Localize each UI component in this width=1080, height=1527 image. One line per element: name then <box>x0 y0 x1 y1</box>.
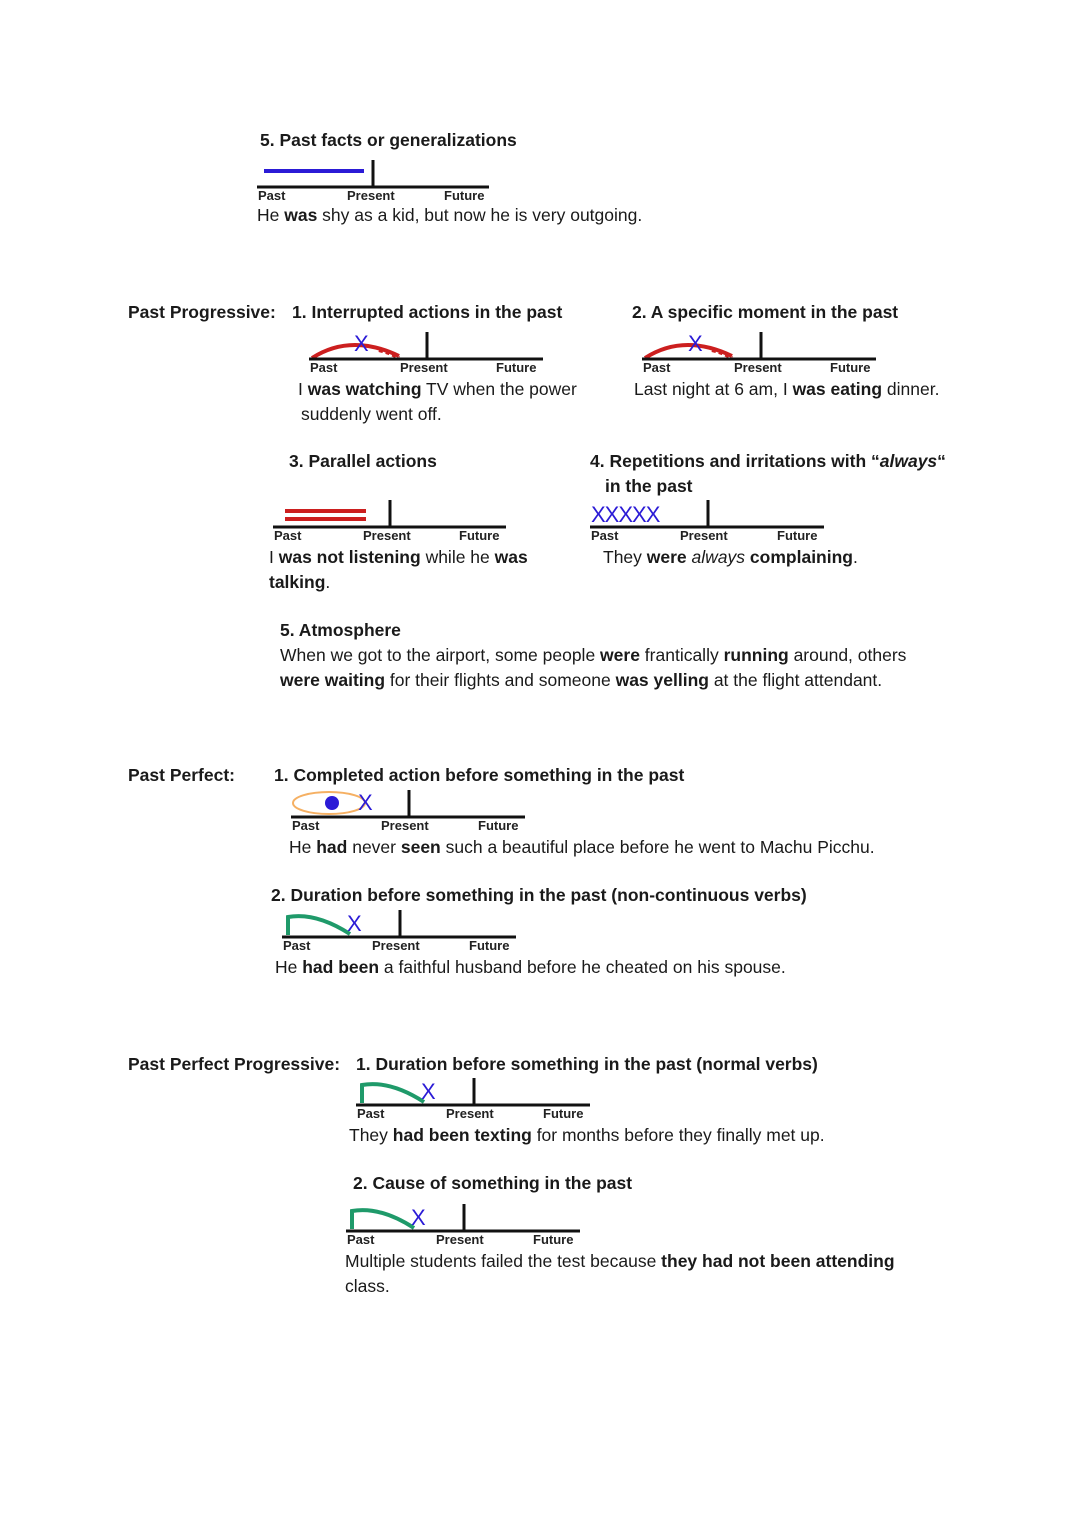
pf-item2-title: 2. Duration before something in the past (non-continuous verbs) <box>271 885 807 905</box>
timeline-specific-moment <box>642 331 882 375</box>
section-label-past-progressive: Past Progressive: <box>128 302 276 322</box>
label-present: Present <box>436 1232 484 1247</box>
x-marker: X <box>358 790 372 815</box>
x-marker: X <box>421 1079 435 1104</box>
timeline-duration-normal <box>356 1078 596 1121</box>
pf-item1-example: He had never seen such a beautiful place before he went to Machu Picchu. <box>289 837 875 857</box>
label-past: Past <box>357 1106 385 1121</box>
timeline-parallel <box>273 500 513 543</box>
label-past: Past <box>274 528 302 543</box>
label-past: Past <box>292 818 320 833</box>
label-future: Future <box>459 528 500 543</box>
section-label-past-perfect-progressive: Past Perfect Progressive: <box>128 1054 341 1074</box>
label-present: Present <box>381 818 429 833</box>
label-present: Present <box>372 938 420 953</box>
label-past: Past <box>591 528 619 543</box>
label-future: Future <box>496 360 537 375</box>
ppp-item2-title: 2. Cause of something in the past <box>353 1173 633 1193</box>
x-marker: X <box>688 331 702 356</box>
pp-item4-example: They were always complaining. <box>603 547 858 567</box>
label-present: Present <box>363 528 411 543</box>
pp-item3-title: 3. Parallel actions <box>289 451 437 471</box>
section-label-past-perfect: Past Perfect: <box>128 765 235 785</box>
label-past: Past <box>643 360 671 375</box>
pp-item2-title: 2. A specific moment in the past <box>632 302 899 322</box>
label-past: Past <box>310 360 338 375</box>
label-past: Past <box>258 188 286 203</box>
timeline-completed-action <box>291 790 531 833</box>
timeline-interrupted <box>309 331 549 375</box>
label-present: Present <box>734 360 782 375</box>
x-marker: X <box>354 331 368 356</box>
label-future: Future <box>830 360 871 375</box>
label-past: Past <box>283 938 311 953</box>
pf-item1-title: 1. Completed action before something in the past <box>274 765 685 785</box>
completed-dot <box>325 796 339 810</box>
timeline-cause <box>346 1204 586 1247</box>
timeline-repetitions <box>590 500 830 543</box>
label-present: Present <box>400 360 448 375</box>
timeline-past-facts <box>257 160 497 203</box>
duration-arrow <box>352 1210 414 1229</box>
ppp-item1-title: 1. Duration before something in the past (normal verbs) <box>356 1054 818 1074</box>
pp-item4-title-line2: in the past <box>605 476 693 496</box>
duration-arrow <box>362 1084 424 1103</box>
timeline-duration-noncontinuous <box>282 910 522 953</box>
pp-item1-title: 1. Interrupted actions in the past <box>292 302 563 322</box>
duration-arrow <box>288 916 350 935</box>
label-future: Future <box>777 528 818 543</box>
ppp-item1-example: They had been texting for months before they finally met up. <box>349 1125 825 1145</box>
label-present: Present <box>347 188 395 203</box>
label-present: Present <box>680 528 728 543</box>
pp-item4-title: 4. Repetitions and irritations with “always“ <box>590 451 946 471</box>
repetition-marks: XXXXX <box>591 502 660 527</box>
label-future: Future <box>469 938 510 953</box>
pp-item1-example: I was watching TV when the power suddenly went off. <box>298 379 577 424</box>
pp-item5-title: 5. Atmosphere <box>280 620 401 640</box>
pp-item5-example: When we got to the airport, some people were frantically running around, others were waiting for their flights and someone was yelling at the flight attendant. <box>280 645 907 690</box>
label-present: Present <box>446 1106 494 1121</box>
pp-item2-example: Last night at 6 am, I was eating dinner. <box>634 379 940 399</box>
pp-item3-example: I was not listening while he was talking. <box>269 547 528 592</box>
label-future: Future <box>444 188 485 203</box>
pf-item2-example: He had been a faithful husband before he cheated on his spouse. <box>275 957 786 977</box>
simple-past-item5-example: He was shy as a kid, but now he is very outgoing. <box>257 205 643 225</box>
label-future: Future <box>533 1232 574 1247</box>
simple-past-item5-title: 5. Past facts or generalizations <box>260 130 517 150</box>
label-future: Future <box>478 818 519 833</box>
x-marker: X <box>411 1205 425 1230</box>
label-future: Future <box>543 1106 584 1121</box>
ppp-item2-example: Multiple students failed the test because they had not been attending class. <box>345 1251 895 1296</box>
label-past: Past <box>347 1232 375 1247</box>
x-marker: X <box>347 911 361 936</box>
